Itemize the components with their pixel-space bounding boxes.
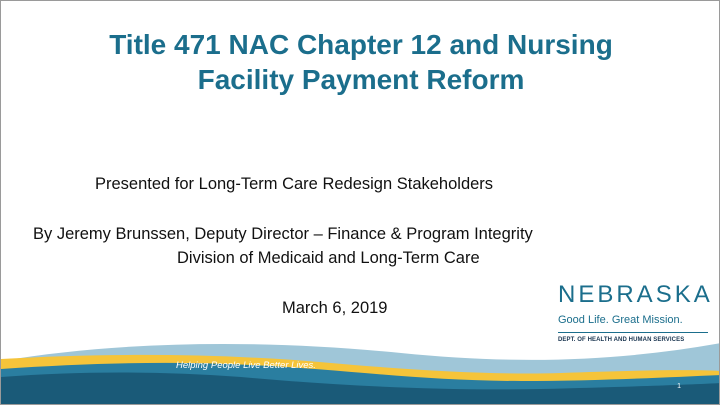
footer-motto: Helping People Live Better Lives. bbox=[176, 360, 316, 371]
presented-for-text: Presented for Long-Term Care Redesign Stakeholders bbox=[95, 175, 494, 193]
logo-department: DEPT. OF HEALTH AND HUMAN SERVICES bbox=[558, 337, 685, 343]
footer-waves bbox=[1, 331, 720, 405]
title-line-2: Facility Payment Reform bbox=[197, 64, 525, 95]
slide-title bbox=[1, 27, 720, 97]
logo-tagline: Good Life. Great Mission. bbox=[558, 314, 683, 326]
logo-wordmark: NEBRASKA bbox=[558, 281, 713, 308]
division-text: Division of Medicaid and Long-Term Care bbox=[177, 249, 480, 267]
page-number: 1 bbox=[677, 383, 681, 390]
title-line-1: Title 471 NAC Chapter 12 and Nursing bbox=[109, 29, 613, 60]
author-text: By Jeremy Brunssen, Deputy Director – Finance & Program Integrity bbox=[33, 225, 533, 243]
date-text: March 6, 2019 bbox=[282, 299, 388, 317]
